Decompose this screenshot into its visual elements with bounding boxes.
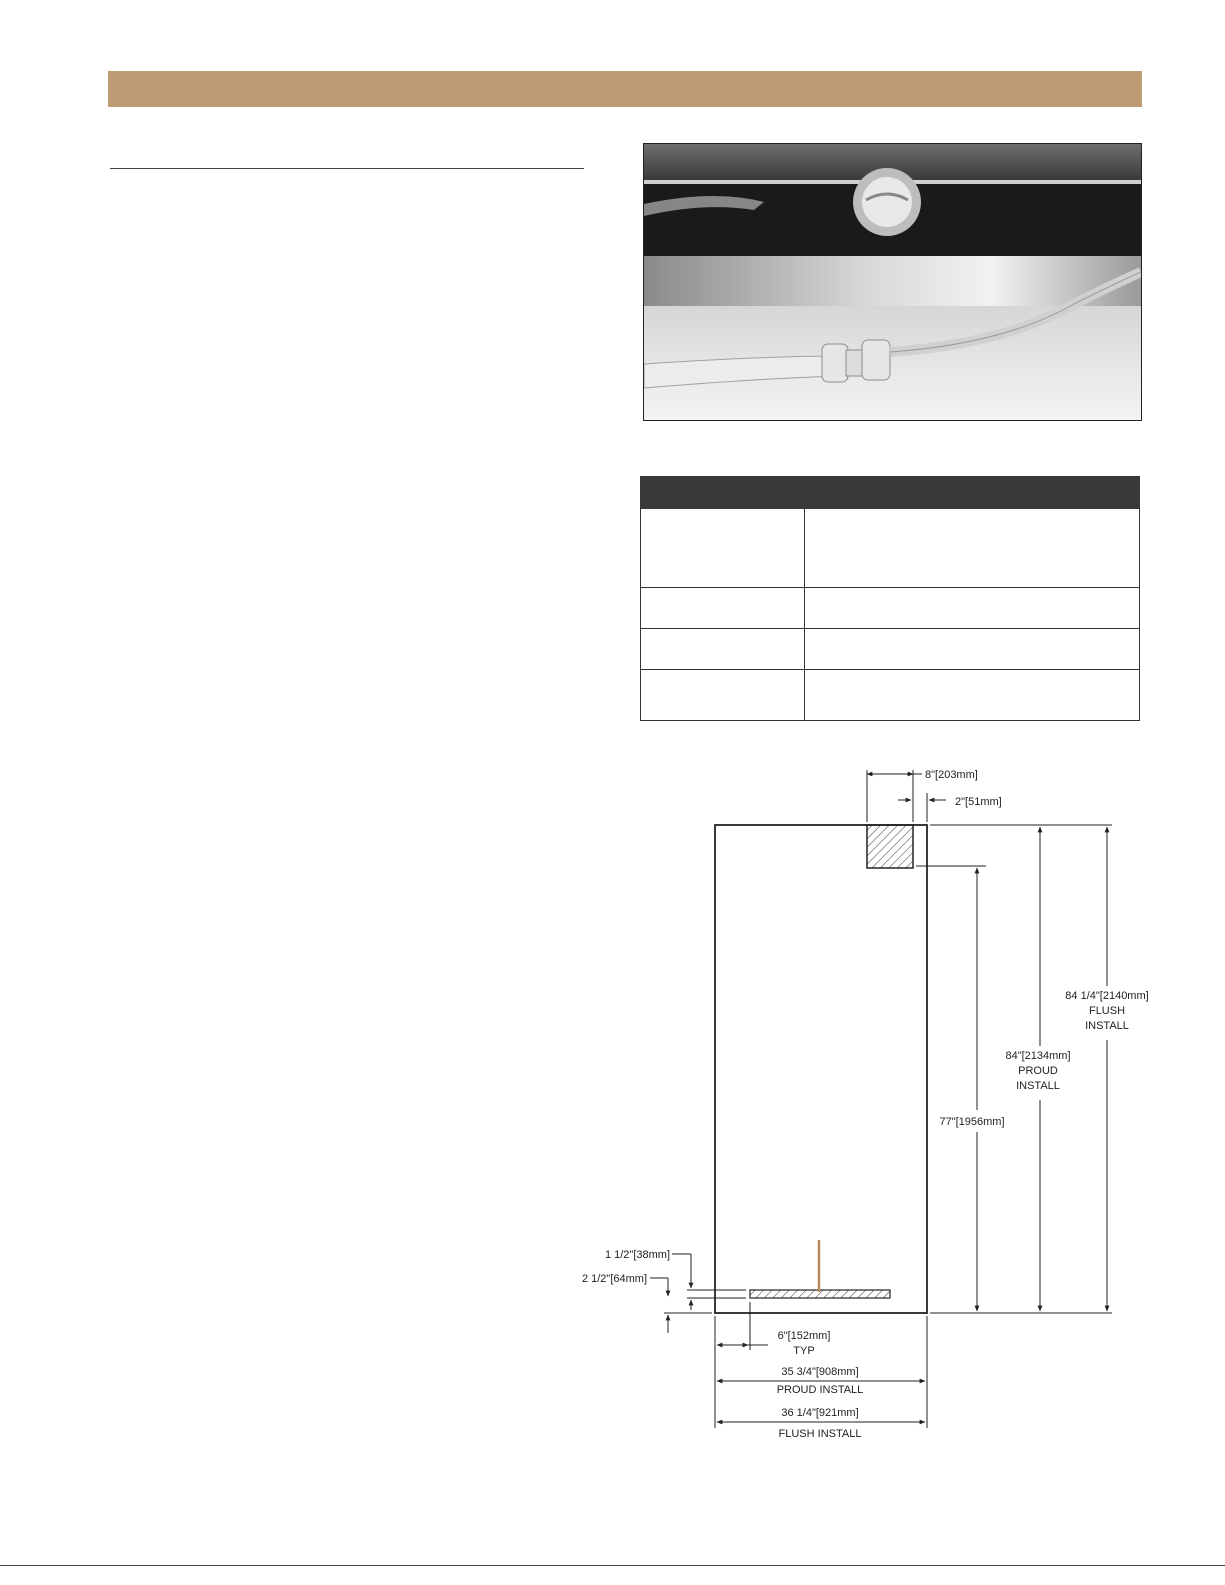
dim-label-6in: 6"[152mm] (777, 1330, 831, 1342)
table-row (641, 629, 1140, 670)
dim-label-2in: 2"[51mm] (955, 796, 1002, 808)
cabinet-outline (715, 825, 927, 1313)
dim-label-flush-width: 36 1/4"[921mm] (781, 1407, 859, 1419)
table-row (641, 670, 1140, 721)
table-row (641, 588, 1140, 629)
dim-label-6in-typ: TYP (793, 1345, 815, 1357)
footer-divider (0, 1565, 1225, 1566)
dim-label-flush-height: 84 1/4"[2140mm] (1065, 990, 1149, 1002)
dim-label-proud-height-line2: PROUD (1018, 1065, 1058, 1077)
dim-label-flush-height-line2: FLUSH (1088, 1005, 1126, 1017)
dim-label-flush-width-line2: FLUSH INSTALL (778, 1428, 862, 1440)
dim-label-8in: 8"[203mm] (925, 769, 978, 781)
dim-label-proud-height-line3: INSTALL (1016, 1080, 1060, 1092)
dim-label-proud-height: 84"[2134mm] (1005, 1050, 1071, 1062)
spec-table (640, 476, 1140, 721)
dimension-drawing (560, 755, 1170, 1445)
dim-label-77in: 77"[1956mm] (939, 1116, 1005, 1128)
header-banner (108, 71, 1142, 107)
section-divider (110, 168, 584, 169)
dim-label-2-5in: 2 1/2"[64mm] (581, 1273, 647, 1285)
table-row (641, 509, 1140, 588)
dim-label-proud-width: 35 3/4"[908mm] (781, 1366, 859, 1378)
water-supply-area (867, 825, 913, 868)
dim-label-1-5in: 1 1/2"[38mm] (604, 1249, 670, 1261)
dim-label-proud-width-line2: PROUD INSTALL (776, 1384, 864, 1396)
table-header-row (641, 477, 1140, 509)
water-connection-photo (643, 143, 1142, 421)
dim-label-flush-height-line3: INSTALL (1085, 1020, 1129, 1032)
